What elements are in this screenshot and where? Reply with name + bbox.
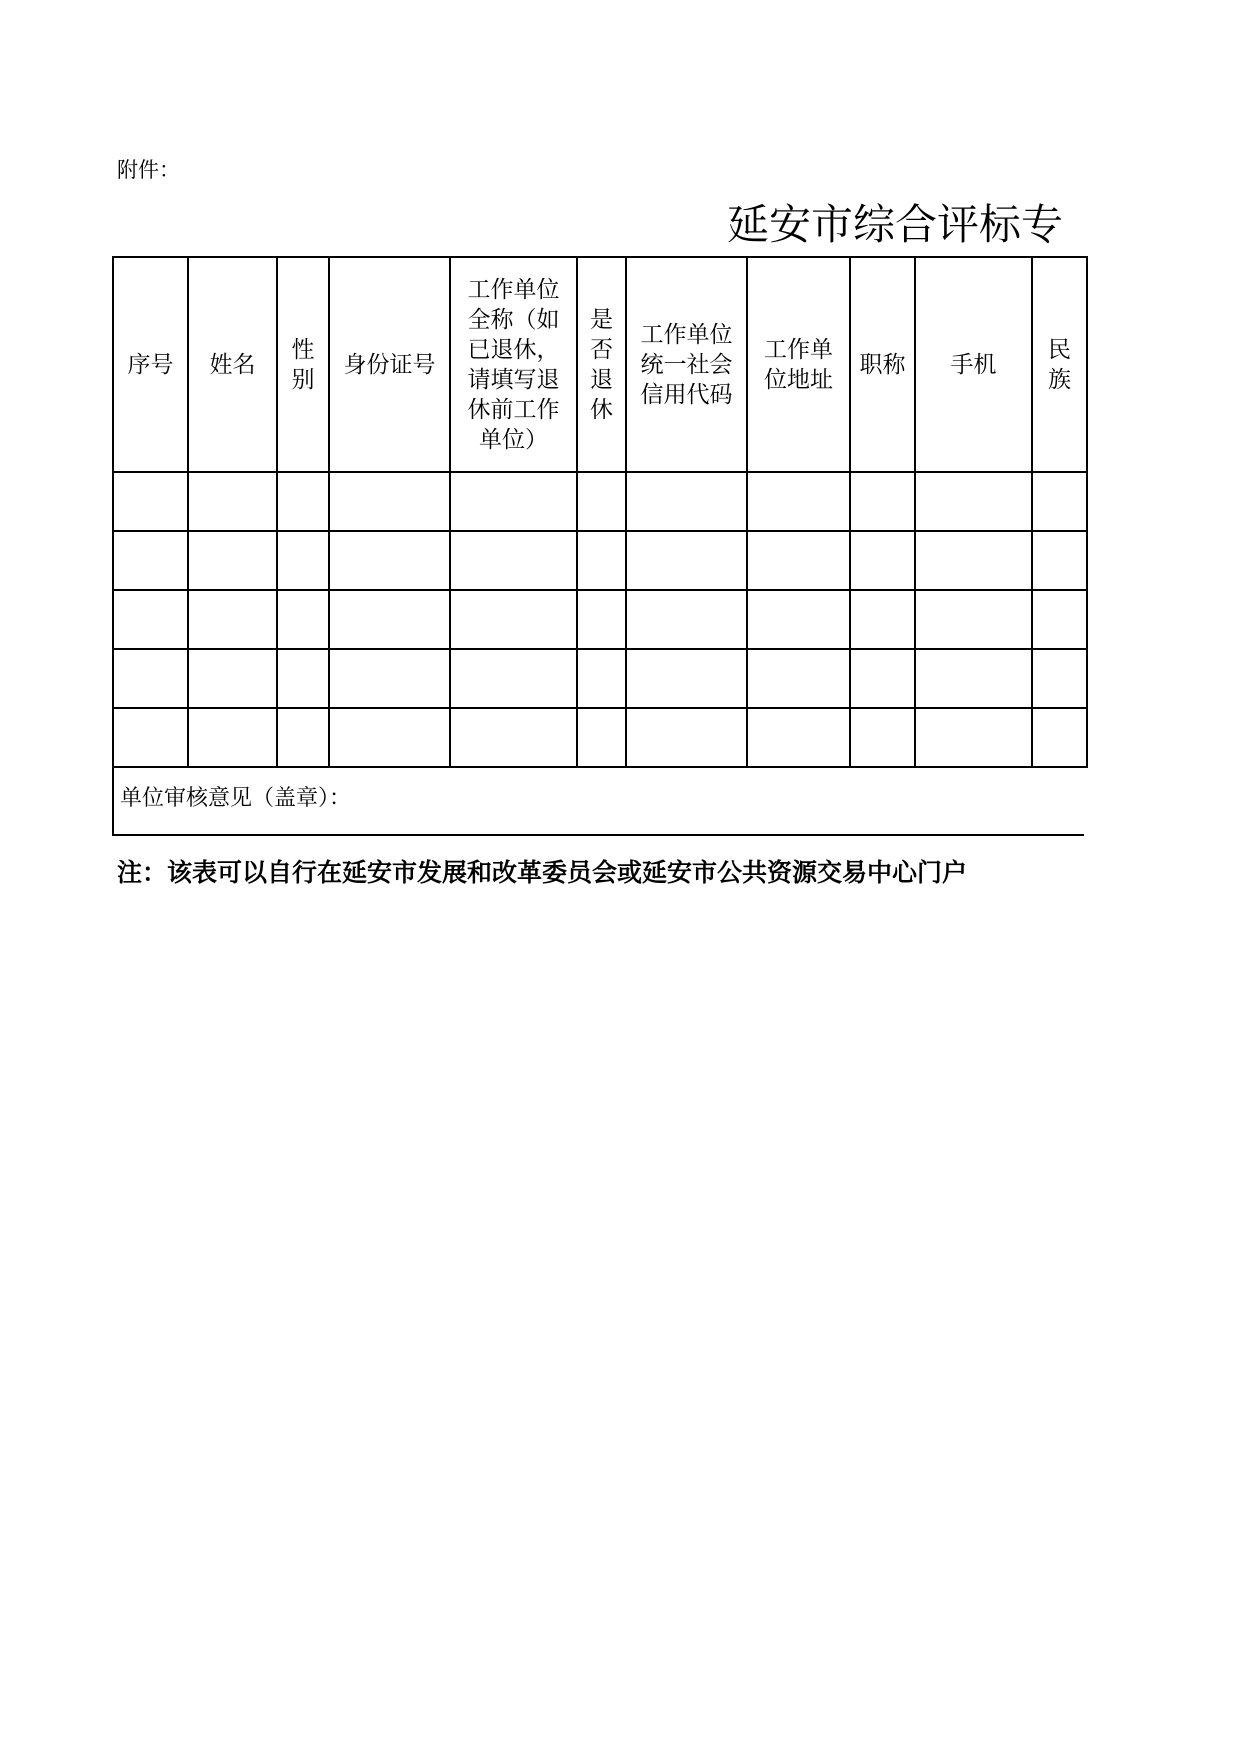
table-cell[interactable] [626,531,747,590]
table-cell[interactable] [1032,590,1087,649]
table-cell[interactable] [277,531,329,590]
table-cell[interactable] [747,472,850,531]
table-cell[interactable] [113,590,188,649]
table-cell[interactable] [626,472,747,531]
table-cell[interactable] [188,590,277,649]
table-cell[interactable] [450,649,577,708]
table-cell[interactable] [277,649,329,708]
table-cell[interactable] [747,649,850,708]
footnote: 注：该表可以自行在延安市发展和改革委员会或延安市公共资源交易中心门户 [117,858,968,887]
table-cell[interactable] [747,531,850,590]
table-cell[interactable] [329,708,450,767]
header-unit-credit-code: 工作单位 统一社会 信用代码 [626,257,747,472]
table-cell[interactable] [188,649,277,708]
table-cell[interactable] [450,590,577,649]
expert-info-table [112,256,1088,768]
header-serial-number: 序号 [113,257,188,472]
table-row [113,649,1087,708]
table-row [113,531,1087,590]
table-row [113,708,1087,767]
table-cell[interactable] [113,708,188,767]
table-cell[interactable] [915,472,1032,531]
table-cell[interactable] [329,649,450,708]
table-cell[interactable] [577,531,626,590]
note-clip [112,854,1084,894]
table-cell[interactable] [329,472,450,531]
table-cell[interactable] [1032,531,1087,590]
table-cell[interactable] [747,590,850,649]
table-row [113,590,1087,649]
table-cell[interactable] [626,590,747,649]
table-cell[interactable] [277,472,329,531]
attachment-label: 附件： [117,158,180,182]
table-cell[interactable] [626,649,747,708]
table-cell[interactable] [577,708,626,767]
table-cell[interactable] [188,472,277,531]
table-cell[interactable] [113,649,188,708]
header-mobile-phone: 手机 [915,257,1032,472]
header-ethnicity: 民 族 [1032,257,1087,472]
table-cell[interactable] [113,531,188,590]
table-cell[interactable] [915,590,1032,649]
table-cell[interactable] [626,708,747,767]
table-cell[interactable] [113,472,188,531]
form-title: 延安市综合评标专 [727,200,1064,249]
table-header-row [113,257,1087,472]
unit-review-opinion-box[interactable] [112,767,1084,836]
table-cell[interactable] [915,649,1032,708]
table-cell[interactable] [1032,649,1087,708]
table-cell[interactable] [329,590,450,649]
table-cell[interactable] [1032,708,1087,767]
header-gender: 性 别 [277,257,329,472]
table-cell[interactable] [450,531,577,590]
header-professional-title: 职称 [850,257,915,472]
table-cell[interactable] [577,472,626,531]
table-cell[interactable] [277,708,329,767]
table-cell[interactable] [850,649,915,708]
table-cell[interactable] [747,708,850,767]
table-cell[interactable] [850,472,915,531]
table-cell[interactable] [850,708,915,767]
table-cell[interactable] [915,708,1032,767]
table-cell[interactable] [915,531,1032,590]
header-name: 姓名 [188,257,277,472]
table-row [113,472,1087,531]
table-cell[interactable] [577,590,626,649]
table-cell[interactable] [188,531,277,590]
table-cell[interactable] [450,708,577,767]
header-unit-address: 工作单 位地址 [747,257,850,472]
table-cell[interactable] [188,708,277,767]
table-cell[interactable] [450,472,577,531]
table-cell[interactable] [577,649,626,708]
header-id-number: 身份证号 [329,257,450,472]
title-clip [112,196,1084,256]
table-cell[interactable] [1032,472,1087,531]
header-is-retired: 是 否 退 休 [577,257,626,472]
table-cell[interactable] [329,531,450,590]
header-work-unit-full-name: 工作单位 全称（如 已退休， 请填写退 休前工作 单位） [450,257,577,472]
table-cell[interactable] [850,531,915,590]
table-cell[interactable] [277,590,329,649]
table-cell[interactable] [850,590,915,649]
unit-review-opinion-label: 单位审核意见（盖章）： [120,786,352,811]
